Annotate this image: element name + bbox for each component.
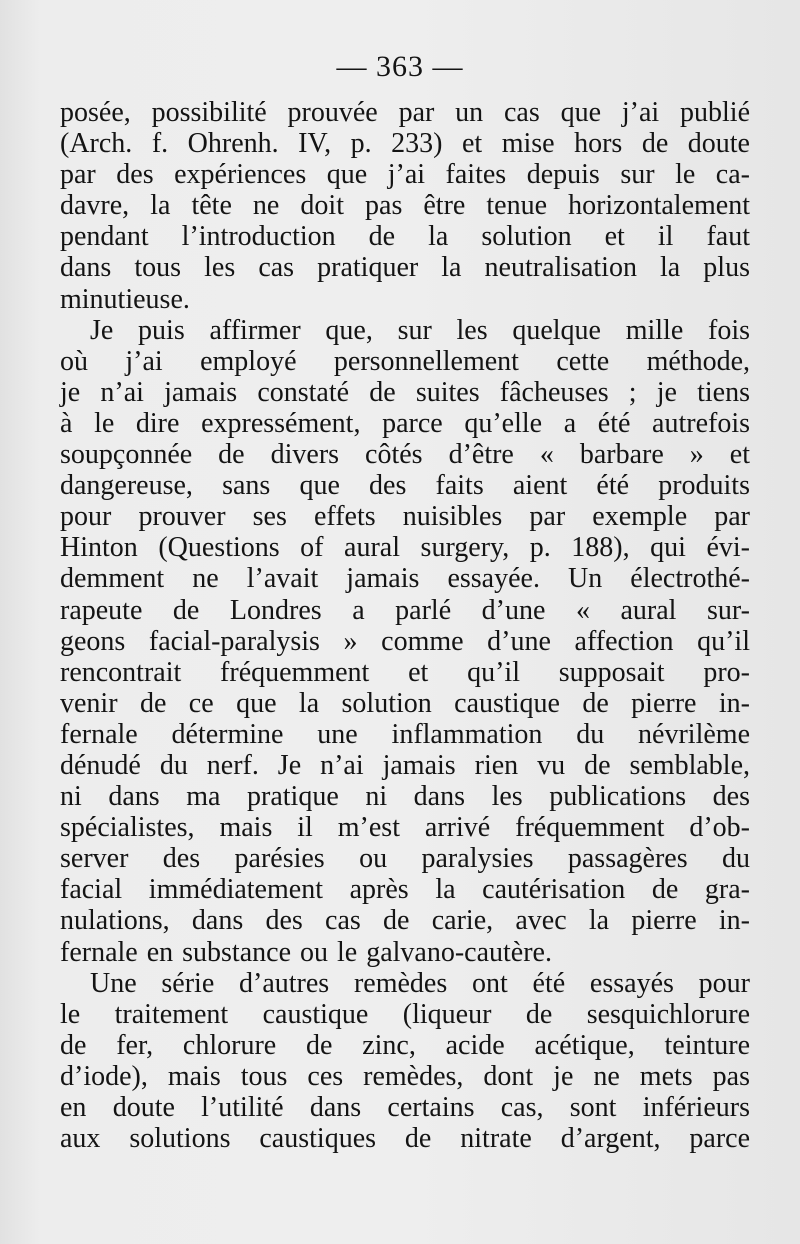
text-line: fernale en substance ou le galvano-cautère. bbox=[60, 936, 552, 968]
text-line: demment ne l’avait jamais essayée. Un électrothé- bbox=[60, 563, 750, 595]
text-line: (Arch. f. Ohrenh. IV, p. 233) et mise hors de doute bbox=[60, 128, 750, 160]
text-line: fernale détermine une inflammation du névrilème bbox=[60, 718, 750, 750]
body-text bbox=[60, 97, 750, 1154]
paragraph bbox=[60, 968, 750, 1155]
text-line: rencontrait fréquemment et qu’il supposait pro- bbox=[60, 656, 750, 688]
paragraph bbox=[60, 97, 750, 315]
text-line: Je puis affirmer que, sur les quelque mille fois bbox=[90, 314, 750, 346]
text-line: facial immédiatement après la cautérisation de gra- bbox=[60, 874, 750, 906]
text-line: spécialistes, mais il m’est arrivé fréquemment d’ob- bbox=[60, 812, 750, 844]
page-number: — 363 — bbox=[336, 50, 464, 83]
text-line: Une série d’autres remèdes ont été essayés pour bbox=[90, 967, 750, 999]
text-line: où j’ai employé personnellement cette méthode, bbox=[60, 345, 750, 377]
text-line: minutieuse. bbox=[60, 283, 190, 315]
text-line: je n’ai jamais constaté de suites fâcheuses ; je tiens bbox=[60, 376, 750, 408]
text-line: d’iode), mais tous ces remèdes, dont je ne mets pas bbox=[60, 1060, 750, 1092]
text-line: nulations, dans des cas de carie, avec la pierre in- bbox=[60, 905, 750, 937]
text-line: à le dire expressément, parce qu’elle a été autrefois bbox=[60, 407, 750, 439]
text-line: dangereuse, sans que des faits aient été produits bbox=[60, 470, 750, 502]
text-line: venir de ce que la solution caustique de pierre in- bbox=[60, 687, 750, 719]
paragraph bbox=[60, 315, 750, 968]
text-line: ni dans ma pratique ni dans les publications des bbox=[60, 781, 750, 813]
text-line: rapeute de Londres a parlé d’une « aural sur- bbox=[60, 594, 750, 626]
text-line: geons facial-paralysis » comme d’une affection qu’il bbox=[60, 625, 750, 657]
text-line: posée, possibilité prouvée par un cas que j’ai publié bbox=[60, 97, 750, 128]
text-line: par des expériences que j’ai faites depuis sur le ca- bbox=[60, 159, 750, 191]
text-line: pendant l’introduction de la solution et il faut bbox=[60, 221, 750, 253]
text-line: en doute l’utilité dans certains cas, sont inférieurs bbox=[60, 1092, 750, 1123]
text-line: aux solutions caustiques de nitrate d’argent, parce bbox=[60, 1123, 750, 1155]
text-line: pour prouver ses effets nuisibles par exemple par bbox=[60, 501, 750, 533]
text-line: server des parésies ou paralysies passagères du bbox=[60, 843, 750, 875]
text-line: davre, la tête ne doit pas être tenue horizontalement bbox=[60, 190, 750, 222]
text-line: le traitement caustique (liqueur de sesquichlorure bbox=[60, 998, 750, 1030]
text-line: dans tous les cas pratiquer la neutralisation la plus bbox=[60, 252, 750, 284]
text-line: Hinton (Questions of aural surgery, p. 188), qui évi- bbox=[60, 532, 750, 564]
text-line: dénudé du nerf. Je n’ai jamais rien vu de semblable, bbox=[60, 749, 750, 781]
text-line: soupçonnée de divers côtés d’être « barbare » et bbox=[60, 439, 750, 471]
text-line: de fer, chlorure de zinc, acide acétique, teinture bbox=[60, 1029, 750, 1061]
